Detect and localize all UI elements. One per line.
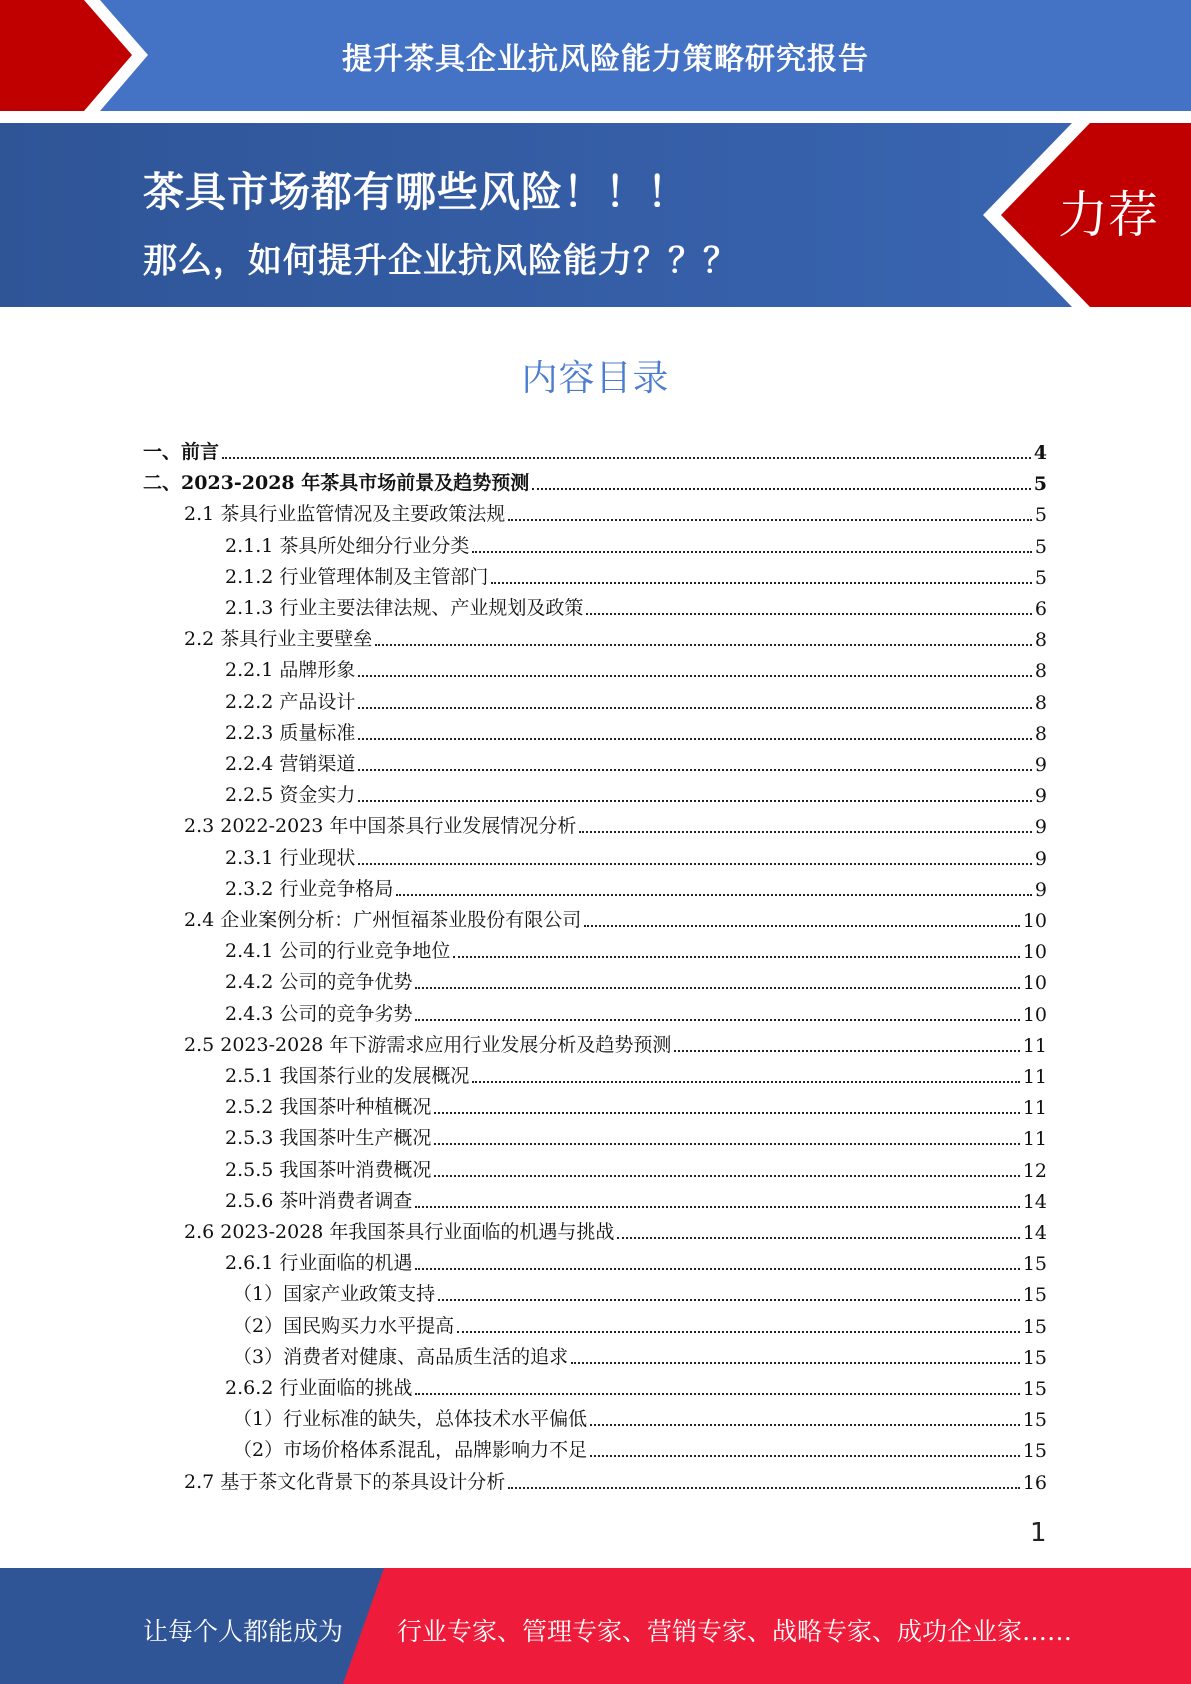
toc-entry-label: 2.5.2 我国茶叶种植概况 bbox=[225, 1096, 432, 1119]
toc-leader-dots bbox=[415, 1392, 1019, 1395]
toc-entry-label: 2.5.6 茶叶消费者调查 bbox=[225, 1189, 413, 1212]
toc-entry[interactable] bbox=[143, 467, 1047, 495]
toc-leader-dots bbox=[415, 986, 1019, 989]
toc-entry-page: 15 bbox=[1022, 1440, 1047, 1463]
toc-entry-label: 2.5.5 我国茶叶消费概况 bbox=[225, 1158, 432, 1181]
toc-entry-label: 2.5.1 我国茶行业的发展概况 bbox=[225, 1065, 470, 1087]
toc-leader-dots bbox=[358, 674, 1032, 677]
toc-entry-label: （2）国民购买力水平提高 bbox=[233, 1314, 455, 1337]
toc-entry-page: 8 bbox=[1034, 691, 1047, 714]
toc-entry[interactable] bbox=[184, 498, 1047, 526]
toc-leader-dots bbox=[579, 830, 1031, 833]
toc-entry-page: 11 bbox=[1022, 1128, 1047, 1151]
toc-leader-dots bbox=[508, 518, 1032, 521]
toc-leader-dots bbox=[396, 893, 1032, 896]
toc-entry[interactable] bbox=[225, 1122, 1047, 1150]
toc-entry-label: 2.4.2 公司的竞争优势 bbox=[225, 971, 413, 994]
toc-entry-label: 2.6 2023-2028 年我国茶具行业面临的机遇与挑战 bbox=[184, 1221, 615, 1243]
toc-entry[interactable] bbox=[233, 1310, 1047, 1338]
toc-leader-dots bbox=[358, 768, 1032, 771]
top-header-bar bbox=[0, 0, 1191, 111]
toc-entry-page: 5 bbox=[1034, 566, 1047, 589]
toc-entry-page: 8 bbox=[1034, 660, 1047, 683]
toc-entry[interactable] bbox=[233, 1278, 1047, 1306]
toc-entry-page: 15 bbox=[1022, 1378, 1047, 1400]
recommend-badge: 力荐 bbox=[1058, 186, 1158, 244]
footer-slogan-left: 让每个人都能成为 bbox=[143, 1617, 344, 1646]
toc-leader-dots bbox=[415, 1205, 1019, 1208]
toc-leader-dots bbox=[508, 1486, 1020, 1489]
toc-entry[interactable] bbox=[225, 1185, 1047, 1213]
toc-entry-page: 11 bbox=[1022, 1097, 1047, 1120]
toc-entry[interactable] bbox=[225, 842, 1047, 870]
toc-entry-page: 9 bbox=[1034, 785, 1047, 808]
toc-leader-dots bbox=[491, 581, 1032, 584]
toc-entry-page: 15 bbox=[1022, 1346, 1047, 1369]
toc-entry-label: 一、前言 bbox=[143, 441, 220, 463]
toc-entry-label: （1）国家产业政策支持 bbox=[233, 1283, 436, 1306]
toc-entry-label: 2.6.1 行业面临的机遇 bbox=[225, 1252, 413, 1275]
toc-entry[interactable] bbox=[233, 1341, 1047, 1369]
toc-entry-page: 11 bbox=[1022, 1034, 1047, 1057]
toc-entry-label: 2.3.1 行业现状 bbox=[225, 846, 356, 869]
toc-leader-dots bbox=[590, 1423, 1020, 1426]
toc-entry-label: 2.1.3 行业主要法律法规、产业规划及政策 bbox=[225, 597, 584, 619]
page-number: 1 bbox=[1030, 1518, 1047, 1548]
toc-leader-dots bbox=[434, 1174, 1019, 1177]
toc-leader-dots bbox=[472, 550, 1032, 553]
toc-entry-page: 14 bbox=[1022, 1190, 1047, 1213]
toc-entry-page: 9 bbox=[1034, 754, 1047, 776]
toc-entry-page: 10 bbox=[1022, 941, 1047, 964]
toc-entry[interactable] bbox=[225, 592, 1047, 620]
toc-leader-dots bbox=[571, 1361, 1020, 1364]
headline-question: 那么，如何提升企业抗风险能力？？？ bbox=[143, 241, 738, 281]
toc-entry[interactable] bbox=[225, 686, 1047, 714]
toc-entry-label: 2.5 2023-2028 年下游需求应用行业发展分析及趋势预测 bbox=[184, 1033, 672, 1056]
toc-entry-page: 5 bbox=[1033, 473, 1047, 496]
toc-entry[interactable] bbox=[225, 1060, 1047, 1088]
toc-leader-dots bbox=[586, 612, 1032, 615]
toc-entry-label: 2.3 2022-2023 年中国茶具行业发展情况分析 bbox=[184, 815, 577, 838]
toc-entry-label: 二、2023-2028 年茶具市场前景及趋势预测 bbox=[143, 472, 530, 495]
toc-leader-dots bbox=[438, 1298, 1020, 1301]
footer-slogan-right: 行业专家、管理专家、营销专家、战略专家、成功企业家…… bbox=[397, 1617, 1073, 1646]
toc-entry[interactable] bbox=[225, 717, 1047, 745]
toc-entry-page: 15 bbox=[1022, 1253, 1047, 1276]
toc-entry-label: 2.2.2 产品设计 bbox=[225, 690, 356, 713]
toc-entry-label: 2.3.2 行业竞争格局 bbox=[225, 877, 394, 900]
toc-entry[interactable] bbox=[225, 561, 1047, 589]
toc-entry-page: 8 bbox=[1034, 722, 1047, 745]
toc-entry-label: 2.1.2 行业管理体制及主管部门 bbox=[225, 565, 489, 588]
toc-entry[interactable] bbox=[184, 810, 1047, 838]
toc-leader-dots bbox=[358, 706, 1032, 709]
toc-entry-page: 9 bbox=[1034, 847, 1047, 870]
toc-leader-dots bbox=[472, 1080, 1019, 1083]
toc-entry-page: 15 bbox=[1022, 1315, 1047, 1338]
toc-entry-page: 6 bbox=[1034, 598, 1047, 620]
toc-entry-label: 2.4 企业案例分析：广州恒福茶业股份有限公司 bbox=[184, 909, 582, 931]
toc-entry[interactable] bbox=[225, 935, 1047, 963]
headline-banner bbox=[0, 123, 1191, 307]
toc-entry[interactable] bbox=[225, 1247, 1047, 1275]
toc-entry-page: 10 bbox=[1022, 972, 1047, 995]
toc-leader-dots bbox=[358, 862, 1032, 865]
toc-entry-page: 9 bbox=[1034, 878, 1047, 901]
toc-leader-dots bbox=[617, 1236, 1019, 1239]
toc-entry-label: （1）行业标准的缺失，总体技术水平偏低 bbox=[233, 1408, 588, 1431]
toc-entry-label: 2.4.1 公司的行业竞争地位 bbox=[225, 940, 451, 963]
toc-entry-label: 2.2.5 资金实力 bbox=[225, 784, 356, 807]
toc-entry[interactable] bbox=[184, 623, 1047, 651]
toc-entry[interactable] bbox=[233, 1403, 1047, 1431]
toc-entry[interactable] bbox=[143, 436, 1047, 464]
toc-leader-dots bbox=[457, 1330, 1020, 1333]
toc-entry-label: 2.2.4 营销渠道 bbox=[225, 753, 356, 775]
toc-leader-dots bbox=[222, 456, 1031, 459]
footer-bar bbox=[0, 1568, 1191, 1684]
toc-entry-page: 5 bbox=[1034, 535, 1047, 558]
toc-entry-page: 10 bbox=[1022, 1003, 1047, 1026]
toc-leader-dots bbox=[674, 1049, 1019, 1052]
toc-entry-label: 2.2.1 品牌形象 bbox=[225, 659, 356, 682]
report-title: 提升茶具企业抗风险能力策略研究报告 bbox=[342, 41, 869, 77]
toc-leader-dots bbox=[358, 737, 1032, 740]
toc-leader-dots bbox=[453, 955, 1019, 958]
toc-leader-dots bbox=[590, 1454, 1020, 1457]
toc-leader-dots bbox=[375, 643, 1032, 646]
toc-entry[interactable] bbox=[225, 748, 1047, 776]
toc-entry-page: 9 bbox=[1034, 816, 1047, 839]
toc-entry[interactable] bbox=[225, 530, 1047, 558]
toc-entry[interactable] bbox=[233, 1434, 1047, 1462]
toc-entry-page: 10 bbox=[1022, 910, 1047, 932]
toc-entry-label: 2.2.3 质量标准 bbox=[225, 721, 356, 744]
toc-entry[interactable] bbox=[225, 966, 1047, 994]
toc-entry-page: 11 bbox=[1022, 1066, 1047, 1088]
toc-entry-label: 2.5.3 我国茶叶生产概况 bbox=[225, 1127, 432, 1150]
toc-entry[interactable] bbox=[225, 1372, 1047, 1400]
toc-entry-label: 2.2 茶具行业主要壁垒 bbox=[184, 628, 373, 651]
toc-entry-label: （3）消费者对健康、高品质生活的追求 bbox=[233, 1345, 569, 1368]
toc-entry-label: （2）市场价格体系混乱，品牌影响力不足 bbox=[233, 1439, 588, 1462]
toc-title: 内容目录 bbox=[521, 358, 670, 399]
toc-leader-dots bbox=[584, 924, 1020, 927]
toc-entry[interactable] bbox=[184, 1216, 1047, 1244]
toc-entry[interactable] bbox=[225, 998, 1047, 1026]
toc-entry[interactable] bbox=[225, 779, 1047, 807]
toc-entry-page: 15 bbox=[1022, 1284, 1047, 1307]
toc-entry-page: 5 bbox=[1034, 504, 1047, 527]
toc-leader-dots bbox=[358, 799, 1032, 802]
toc-entry-page: 14 bbox=[1022, 1222, 1047, 1244]
toc-leader-dots bbox=[532, 487, 1031, 490]
toc-entry[interactable] bbox=[225, 1091, 1047, 1119]
toc-entry-label: 2.1 茶具行业监管情况及主要政策法规 bbox=[184, 503, 506, 526]
toc-entry-label: 2.6.2 行业面临的挑战 bbox=[225, 1377, 413, 1399]
toc-entry-page: 15 bbox=[1022, 1409, 1047, 1432]
toc-entry[interactable] bbox=[225, 873, 1047, 901]
toc-entry[interactable] bbox=[184, 1466, 1047, 1494]
toc-entry-label: 2.1.1 茶具所处细分行业分类 bbox=[225, 534, 470, 557]
toc-entry[interactable] bbox=[225, 1154, 1047, 1182]
toc-entry-page: 12 bbox=[1022, 1159, 1047, 1182]
toc-leader-dots bbox=[434, 1111, 1019, 1114]
toc-leader-dots bbox=[415, 1018, 1019, 1021]
toc-entry[interactable] bbox=[184, 904, 1047, 932]
toc-entry-label: 2.7 基于茶文化背景下的茶具设计分析 bbox=[184, 1470, 506, 1493]
toc-entry-page: 8 bbox=[1034, 629, 1047, 652]
toc-entry[interactable] bbox=[184, 1029, 1047, 1057]
toc-leader-dots bbox=[434, 1142, 1019, 1145]
headline-risk: 茶具市场都有哪些风险！！！ bbox=[143, 168, 689, 216]
toc-entry-label: 2.4.3 公司的竞争劣势 bbox=[225, 1002, 413, 1025]
toc-leader-dots bbox=[415, 1267, 1019, 1270]
toc-entry-page: 4 bbox=[1033, 442, 1047, 464]
toc-entry[interactable] bbox=[225, 654, 1047, 682]
toc-entry-page: 16 bbox=[1022, 1471, 1047, 1494]
